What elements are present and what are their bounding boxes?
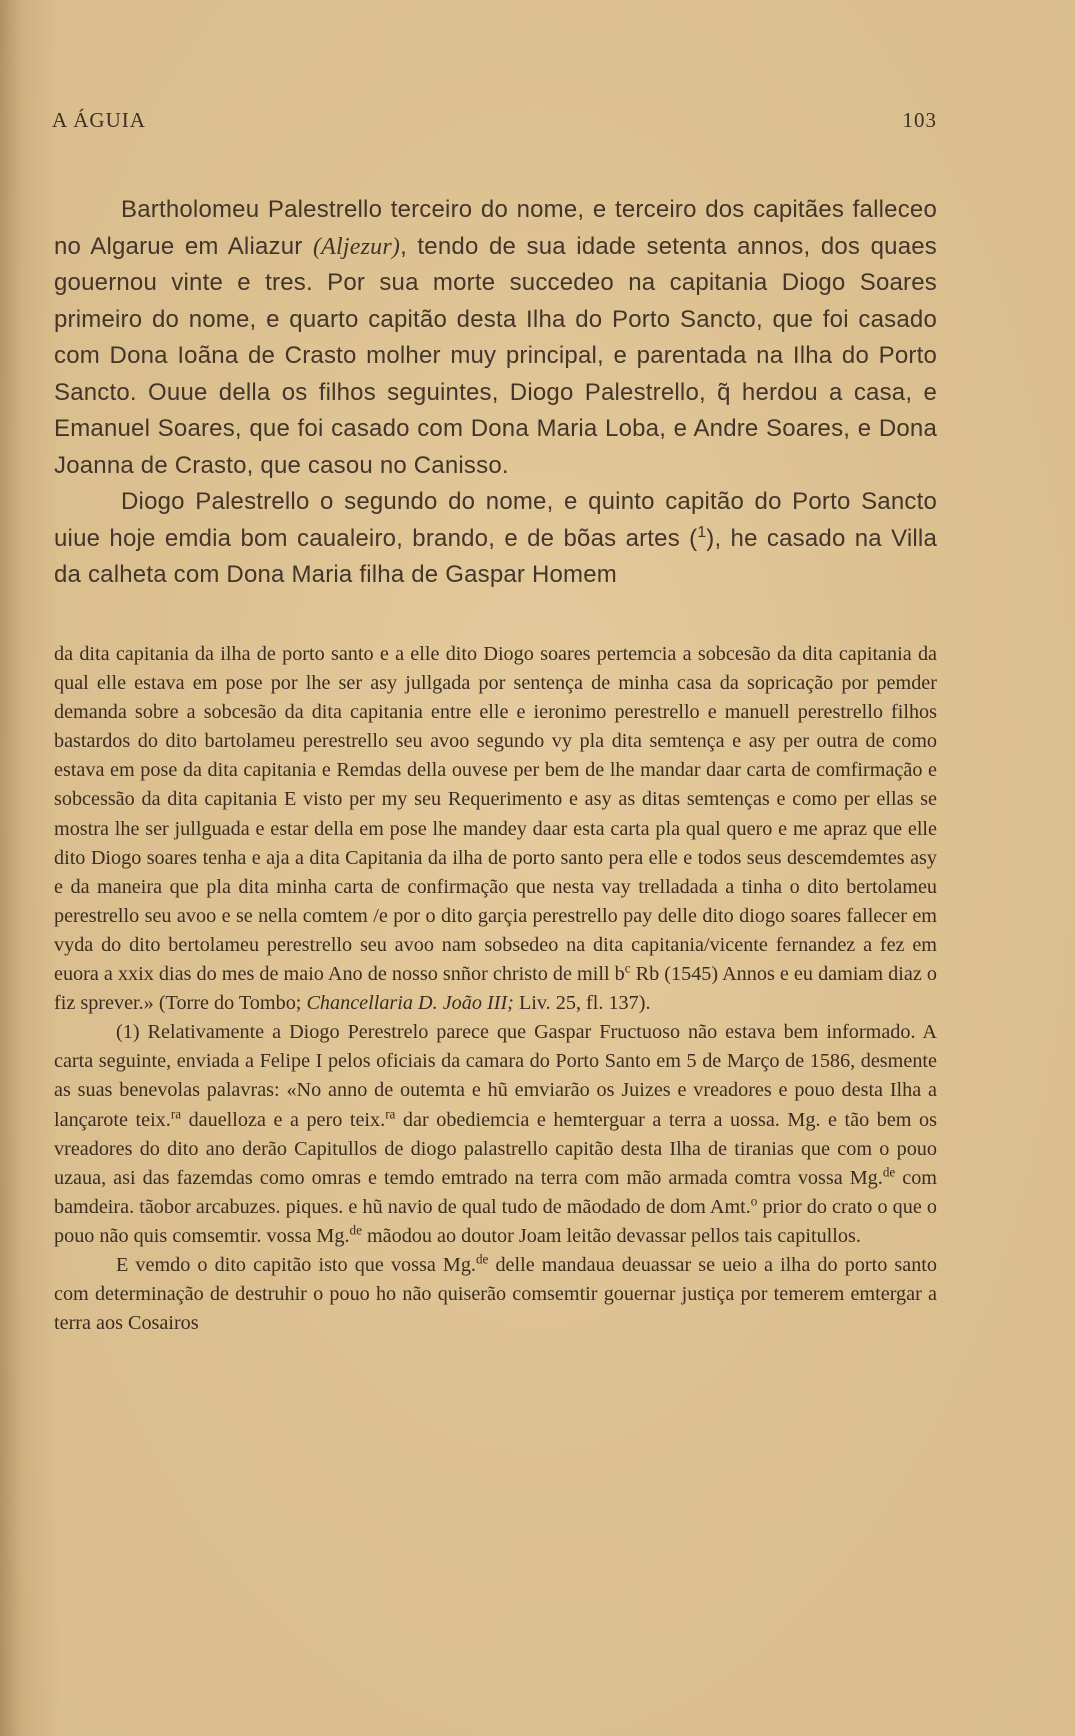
footnote-1: (1) Relativamente a Diogo Perestrelo parece que Gaspar Fructuoso não estava bem informado. A carta seguinte, enviada a Felipe I pelos oficiais da camara do Porto Santo em 5 de Março de 1586, desmente as suas benevolas palavras: «No anno de outemta e hũ emviarão os Juizes e vreadores e pouo desta Ilha a lançarote teix.$^{ra}$ dauelloza e a pero teix.$^{ra}$ dar obediemcia e hemterguar a terra a uossa. Mg. e tão bem os vreadores do dito ano derão Capitullos de diogo palastrello capitão desta Ilha de tiranias que com o pouo uzaua, asi das fazemdas como omras e temdo emtrado na terra com mão armada comtra vossa Mg.$^{de}$ com bamdeira. tãobor arcabuzes. piques. e hũ navio de qual tudo de mãodado de dom Amt.$^o$ prior do crato o que o pouo não quis comsemtir. vossa Mg.$^{de}$ mãodou ao doutor Joam leitão devassar pellos tais capitullos.	[54, 1021, 937, 1247]
footnote-1-continued: E vemdo o dito capitão isto que vossa Mg.$^{de}$ delle mandaua deuassar se ueio a ilha do porto santo com determinação de destruhir o pouo ho não quiserão comsemtir gouernar justiça por temerem emtergar a terra aos Cosairos	[54, 1251, 937, 1335]
footnote-continuation: da dita capitania da ilha de porto santo e a elle dito Diogo soares pertemcia a sobcesão da dita capitania da qual elle estava em pose por lhe ser asy jullgada por sentença de minha casa da sopricação por pemder demanda sobre a sobcesão da dita capitania entre elle e ieronimo perestrello e manuell perestrello filhos bastardos do dito bartolameu perestrello seu avoo segundo vy pla dita semtença e asy per outra de como estava em pose da dita capitania e Remdas della ouvese per bem de lhe mandar daar carta de comfirmação e sobcessão da dita capitania E visto per my seu Requerimento e asy as ditas semtenças e como per ellas se mostra lhe ser jullguada e estar della em pose lhe mandey daar esta carta pla qual quero e me apraz que elle dito Diogo soares tenha e aja a dita Capitania da ilha de porto santo pera elle e todos seus descemdemtes asy e da maneira que pla dita minha carta de confirmação que nesta vay trelladada a tinha o dito bertolameu perestrello seu avoo e se nella comtem /e por o dito garçia perestrello pay delle dito diogo soares fallecer em vyda do dito bertolameu perestrello seu avoo nam sobsedeo na dita capitania/vicente fernandez a fez em euora a xxix dias do mes de maio Ano de nosso snñor christo de mill $b^c$ Rb (1545) Annos e eu damiam diaz o fiz sprever.» (Torre do Tombo; Chancellaria D. João III; Liv. 25, fl. 137).	[54, 643, 937, 1015]
main-text	[54, 192, 937, 594]
footnotes	[54, 640, 937, 1338]
footnote-marker: (1)	[116, 1021, 140, 1044]
place-name: (Aljezur)	[312, 233, 401, 260]
running-header	[52, 108, 937, 138]
source-title: Chancellaria D. João III;	[306, 992, 514, 1015]
paragraph-diogo: Diogo Palestrello o segundo do nome, e quinto capitão do Porto Sancto uiue hoje emdia bom caualeiro, brando, e de bõas artes ($^1$), he casado na Villa da calheta com Dona Maria filha de Gaspar Homem	[54, 488, 937, 588]
page-number: 103	[902, 108, 937, 132]
journal-title: A ÁGUIA	[52, 108, 146, 132]
footnote-reference: 1	[697, 523, 707, 541]
paragraph-bartholomeu: Bartholomeu Palestrello terceiro do nome, e terceiro dos capitães falleceo no Algarue em Aliazur (Aljezur), tendo de sua idade setenta annos, dos quaes gouernou vinte e tres. Por sua morte succedeo na capitania Diogo Soares primeiro do nome, e quarto capitão desta Ilha do Porto Sancto, que foi casado com Dona Ioãna de Crasto molher muy principal, e parentada na Ilha do Porto Sancto. Ouue della os filhos seguintes, Diogo Palestrello, q̃ herdou a casa, e Emanuel Soares, que foi casado com Dona Maria Loba, e Andre Soares, e Dona Joanna de Crasto, que casou no Canisso.	[54, 196, 937, 479]
